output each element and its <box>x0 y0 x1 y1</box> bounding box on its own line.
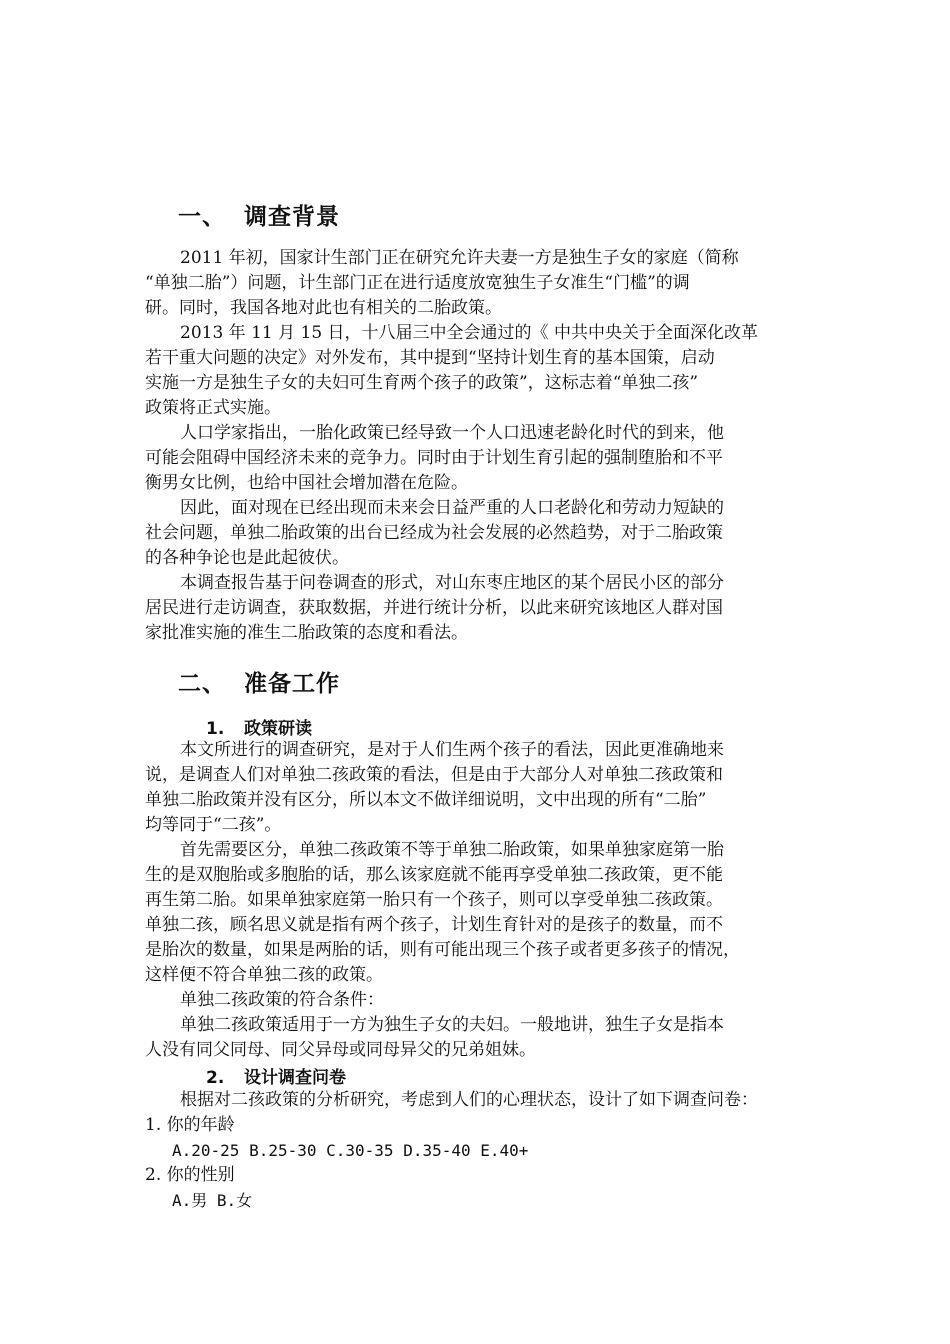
paragraph-line: 因此，面对现在已经出现而未来会日益严重的人口老龄化和劳动力短缺的 <box>180 498 724 518</box>
section-title: 准备工作 <box>244 671 340 697</box>
paragraph-line: 均等同于“二孩”。 <box>145 815 282 835</box>
subsection-heading-questionnaire <box>206 1063 346 1088</box>
paragraph-line: 本文所进行的调查研究，是对于人们生两个孩子的看法，因此更准确地来 <box>180 740 724 760</box>
questionnaire-intro: 根据对二孩政策的分析研究，考虑到人们的心理状态，设计了如下调查问卷： <box>180 1090 758 1110</box>
paragraph-line: 政策将正式实施。 <box>145 398 281 418</box>
paragraph-line: 研。同时，我国各地对此也有相关的二胎政策。 <box>145 298 502 318</box>
subsection-number: 1. <box>206 719 225 739</box>
paragraph-line: 的各种争论也是此起彼伏。 <box>145 548 349 568</box>
section-number: 一、 <box>178 204 226 230</box>
paragraph-line: 再生第二胎。如果单独家庭第一胎只有一个孩子，则可以享受单独二孩政策。 <box>145 890 723 910</box>
paragraph-line: “单独二胎”）问题，计生部门正在进行适度放宽独生子女准生“门槛”的调 <box>145 273 690 293</box>
section-title: 调查背景 <box>244 204 340 230</box>
paragraph-line: 人没有同父同母、同父异母或同母异父的兄弟姐妹。 <box>145 1040 536 1060</box>
paragraph-line: 实施一方是独生子女的夫妇可生育两个孩子的政策”，这标志着“单独二孩” <box>145 373 699 393</box>
question-age-options: A.20-25 B.25-30 C.30-35 D.35-40 E.40+ <box>172 1141 529 1160</box>
subsection-title: 政策研读 <box>244 719 312 739</box>
paragraph-line: 单独二孩政策的符合条件： <box>180 990 384 1010</box>
paragraph-line: 家批准实施的准生二胎政策的态度和看法。 <box>145 623 468 643</box>
section-heading-background <box>178 198 340 231</box>
subsection-heading-policy <box>206 714 312 739</box>
paragraph-line: 这样便不符合单独二孩的政策。 <box>145 965 383 985</box>
question-gender-options: A.男 B.女 <box>172 1191 253 1210</box>
question-gender: 2. 你的性别 <box>145 1165 235 1185</box>
paragraph-line: 生的是双胞胎或多胞胎的话，那么该家庭就不能再享受单独二孩政策，更不能 <box>145 865 723 885</box>
section-heading-preparation <box>178 665 340 698</box>
paragraph-line: 可能会阻碍中国经济未来的竞争力。同时由于计划生育引起的强制堕胎和不平 <box>145 448 723 468</box>
paragraph-line: 社会问题，单独二胎政策的出台已经成为社会发展的必然趋势，对于二胎政策 <box>145 523 723 543</box>
paragraph-line: 首先需要区分，单独二孩政策不等于单独二胎政策，如果单独家庭第一胎 <box>180 840 724 860</box>
paragraph-line: 单独二孩，顾名思义就是指有两个孩子，计划生育针对的是孩子的数量，而不 <box>145 915 723 935</box>
paragraph-line: 单独二孩政策适用于一方为独生子女的夫妇。一般地讲，独生子女是指本 <box>180 1015 724 1035</box>
subsection-title: 设计调查问卷 <box>244 1068 346 1088</box>
question-age: 1. 你的年龄 <box>145 1115 235 1135</box>
paragraph-line: 本调查报告基于问卷调查的形式，对山东枣庄地区的某个居民小区的部分 <box>180 573 724 593</box>
paragraph-line: 衡男女比例，也给中国社会增加潜在危险。 <box>145 473 468 493</box>
paragraph-line: 2013 年 11 月 15 日，十八届三中全会通过的《 中共中央关于全面深化改革 <box>180 323 758 343</box>
paragraph-line: 说，是调查人们对单独二孩政策的看法，但是由于大部分人对单独二孩政策和 <box>145 765 723 785</box>
paragraph-line: 若干重大问题的决定》对外发布，其中提到“坚持计划生育的基本国策，启动 <box>145 348 715 368</box>
section-number: 二、 <box>178 671 226 697</box>
paragraph-line: 是胎次的数量，如果是两胎的话，则有可能出现三个孩子或者更多孩子的情况， <box>145 940 740 960</box>
paragraph-line: 人口学家指出，一胎化政策已经导致一个人口迅速老龄化时代的到来，他 <box>180 423 724 443</box>
subsection-number: 2. <box>206 1068 225 1088</box>
paragraph-line: 2011 年初，国家计生部门正在研究允许夫妻一方是独生子女的家庭（简称 <box>180 248 739 268</box>
paragraph-line: 单独二胎政策并没有区分，所以本文不做详细说明，文中出现的所有“二胎” <box>145 790 707 810</box>
paragraph-line: 居民进行走访调查，获取数据，并进行统计分析，以此来研究该地区人群对国 <box>145 598 723 618</box>
